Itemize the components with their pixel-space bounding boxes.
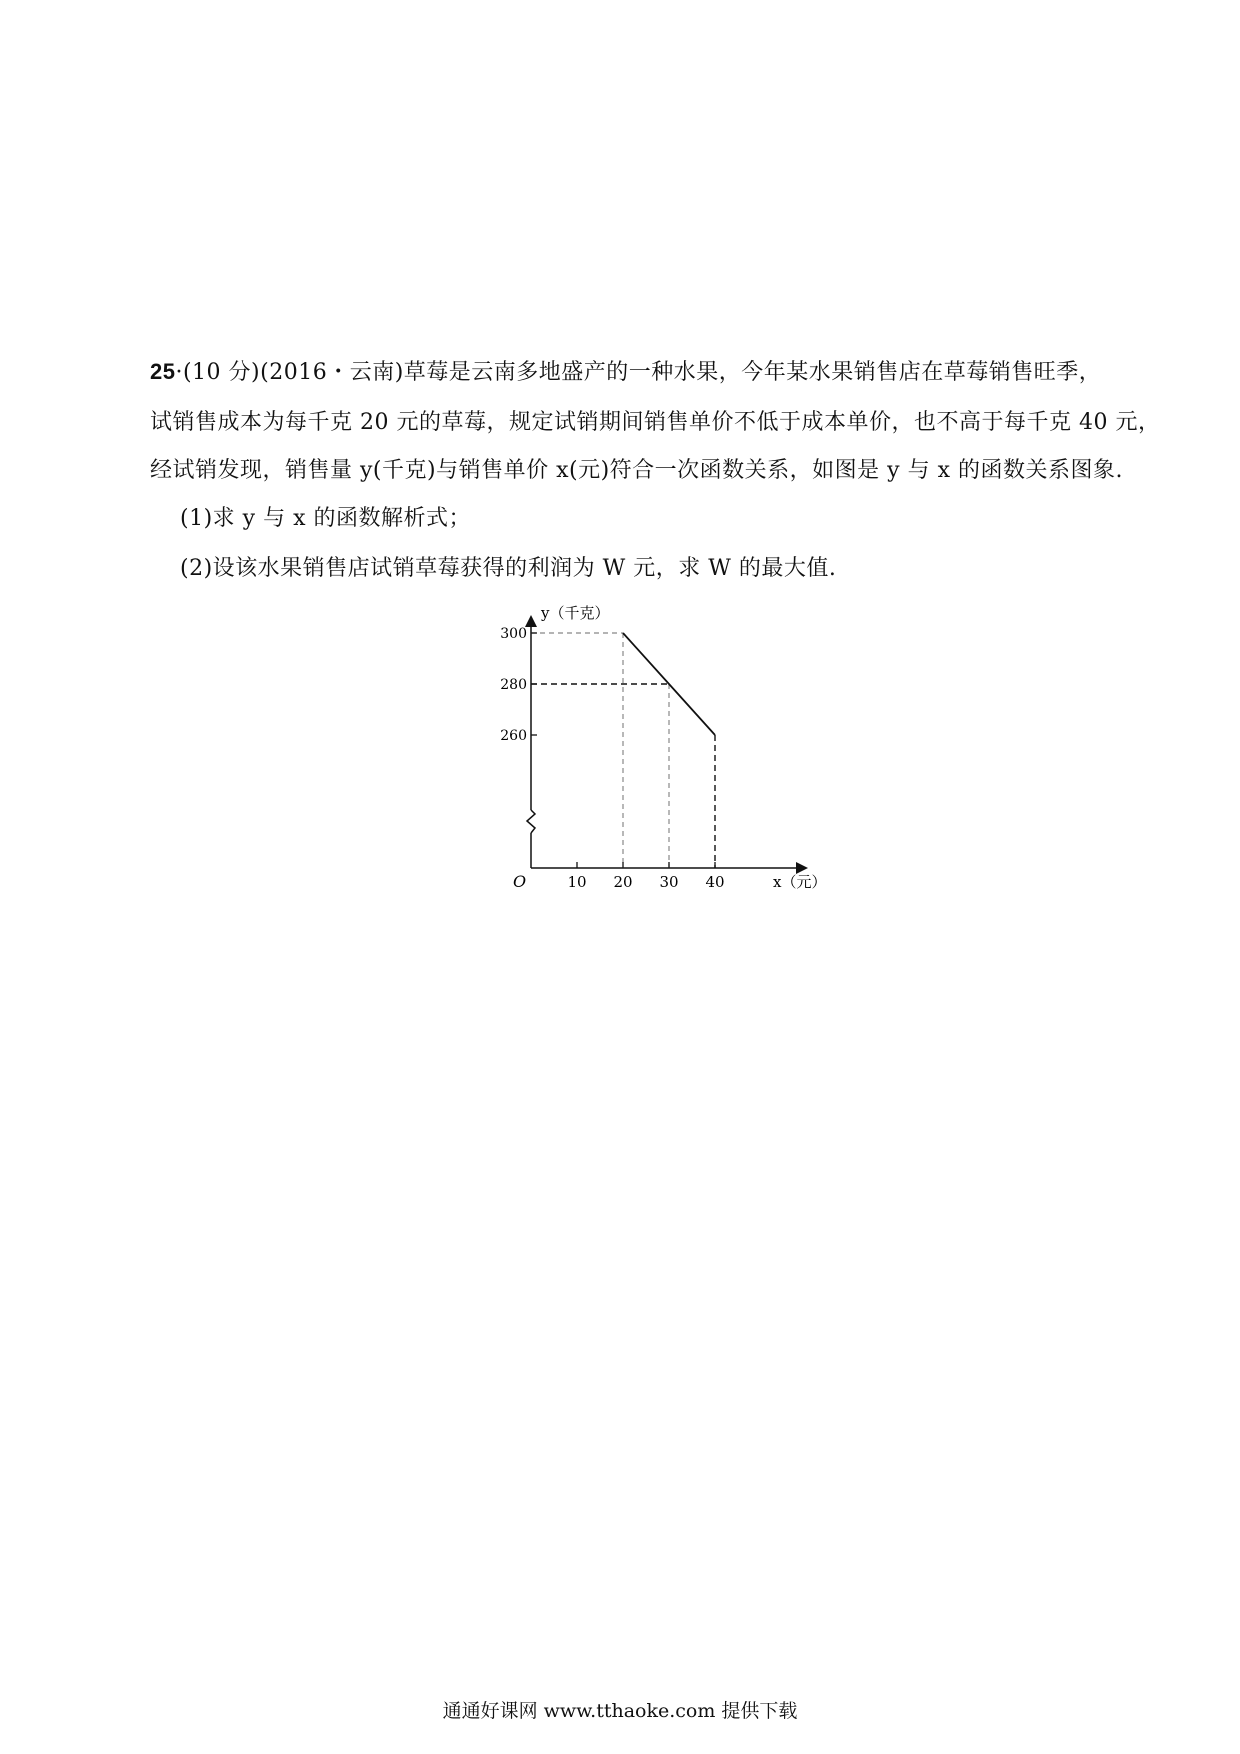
graph-svg: [495, 600, 825, 900]
problem-source: ·(10 分)(2016・云南): [175, 360, 404, 385]
problem-line-3: 经试销发现，销售量 y(千克)与销售单价 x(元)符合一次函数关系，如图是 y 与 x 的函数关系图象.: [150, 458, 1123, 483]
y-axis-break: [527, 810, 535, 833]
footer-credit: 通通好课网 www.tthaoke.com 提供下载: [442, 1700, 798, 1722]
y-tick-label-280: 280: [500, 677, 527, 693]
function-graph: [495, 600, 825, 900]
question-1: (1)求 y 与 x 的函数解析式；: [180, 506, 471, 531]
x-tick-label-40: 40: [705, 873, 725, 891]
x-tick-label-30: 30: [659, 873, 679, 891]
problem-text-1: 草莓是云南多地盛产的一种水果，今年某水果销售店在草莓销售旺季，: [403, 360, 1102, 385]
problem-line-2: 试销售成本为每千克 20 元的草莓，规定试销期间销售单价不低于成本单价，也不高于每千克 40 元，: [150, 410, 1161, 435]
x-tick-label-10: 10: [567, 873, 587, 891]
x-tick-label-20: 20: [613, 873, 633, 891]
x-axis-label: x（元）: [773, 873, 825, 891]
problem-number: 25: [150, 359, 176, 384]
y-tick-label-260: 260: [500, 728, 527, 744]
problem-line-1: [150, 355, 1101, 386]
question-2: (2)设该水果销售店试销草莓获得的利润为 W 元，求 W 的最大值.: [180, 556, 837, 581]
y-tick-label-300: 300: [500, 626, 527, 642]
plot-area: [500, 626, 724, 891]
y-axis-label: y（千克）: [541, 604, 610, 622]
origin-label: O: [513, 872, 527, 891]
